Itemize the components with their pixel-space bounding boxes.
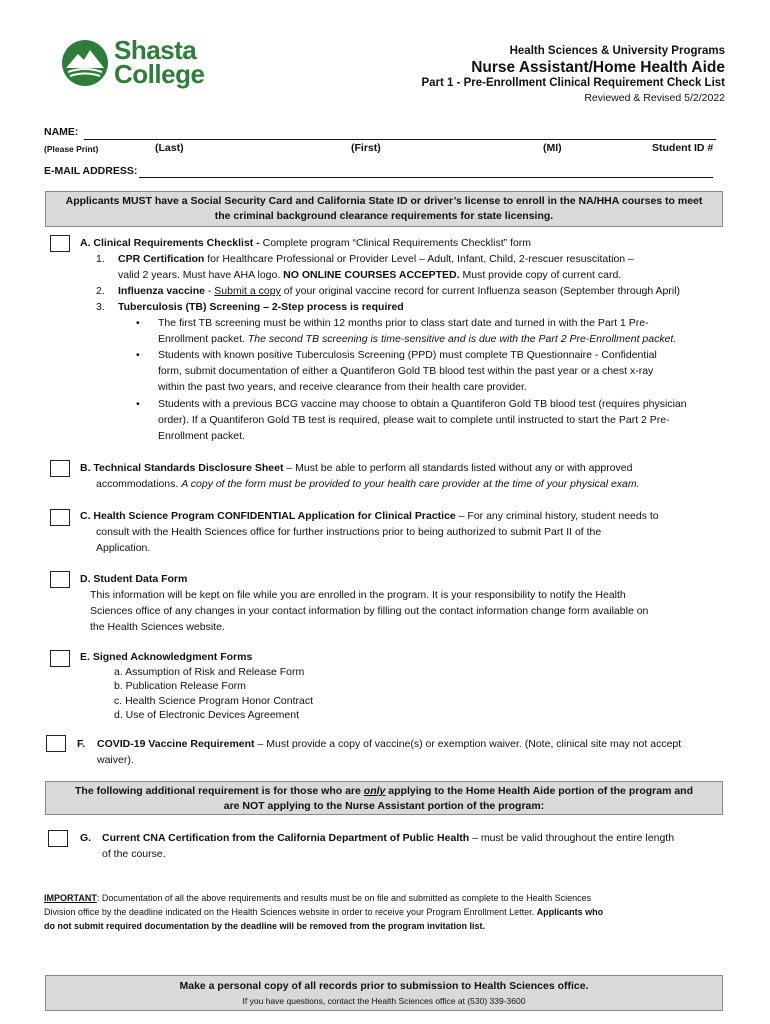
influenza-desc: of your original vaccine record for current Influenza season (September through April) [280, 285, 681, 297]
banner2-only: only [363, 785, 386, 797]
section-d-title: D. Student Data Form [80, 573, 188, 585]
tb-bullet-1 [158, 315, 733, 347]
name-field[interactable] [84, 139, 716, 140]
programs-heading: Health Sciences & University Programs [509, 45, 725, 57]
important-note [44, 891, 734, 933]
section-a-item-3 [96, 299, 404, 315]
section-b-italic-note: A copy of the form must be provided to your health care provider at the time of your physical exam. [181, 478, 640, 490]
tb-bullet-3-line-1: Students with a previous BCG vaccine may choose to obtain a Quantiferon Gold TB blood test (requires physician [158, 398, 687, 410]
section-c-desc: – For any criminal history, student needs to [455, 510, 659, 522]
section-g-desc-2: of the course. [102, 848, 166, 860]
section-f [77, 736, 737, 768]
section-c [80, 508, 740, 556]
email-field[interactable] [139, 177, 713, 178]
tb-bullet-3 [158, 396, 738, 444]
checkbox-section-d[interactable] [50, 571, 70, 588]
college-logo [60, 36, 220, 92]
tb-bullet-2-line-1: Students with known positive Tuberculosis Screening (PPD) must complete TB Questionnaire - Confidential [158, 349, 657, 361]
section-a-desc: Complete program “Clinical Requirements Checklist” form [259, 237, 532, 249]
no-online-courses: NO ONLINE COURSES ACCEPTED. [283, 269, 460, 281]
item-number: 1. [96, 253, 105, 265]
document-subtitle: Part 1 - Pre-Enrollment Clinical Requirement Check List [421, 77, 725, 89]
section-f-number: F. [77, 738, 86, 750]
middle-initial-label: (MI) [543, 142, 562, 154]
section-g-desc: – must be valid throughout the entire length [469, 832, 675, 844]
footer-contact-text: If you have questions, contact the Health Sciences office at (530) 339-3600 [242, 996, 526, 1006]
second-tb-note: The second TB screening is time-sensitive and is due with the Part 2 Pre-Enrollment packet. [247, 333, 677, 345]
section-e-item-c: c. Health Science Program Honor Contract [114, 694, 314, 707]
section-b-desc-2: accommodations. [96, 478, 182, 490]
checkbox-section-a[interactable] [50, 235, 70, 252]
checkbox-section-b[interactable] [50, 460, 70, 477]
section-f-title: COVID-19 Vaccine Requirement [97, 738, 255, 750]
section-a [80, 235, 740, 251]
section-e [80, 650, 680, 723]
student-id-label: Student ID # [652, 142, 714, 154]
banner2-text-1: The following additional requirement is for those who are [75, 785, 364, 797]
cpr-certification-label: CPR Certification [118, 253, 205, 265]
checkbox-section-g[interactable] [48, 830, 68, 847]
section-e-item-a: a. Assumption of Risk and Release Form [114, 665, 305, 678]
tb-bullet-3-line-2: order). If a Quantiferon Gold TB test is required, please wait to complete until instructed to start the Part 2 Pre- [158, 414, 670, 426]
section-c-desc-2: consult with the Health Sciences office for further instructions prior to being authorized to submit Part II of the [96, 526, 602, 538]
checkbox-section-e[interactable] [50, 650, 70, 667]
tb-bullet-2-line-2: form, submit documentation of either a Quantiferon Gold TB blood test within the past year or a chest x-ray [158, 365, 654, 377]
footer-box [45, 975, 723, 1011]
section-g-title: Current CNA Certification from the California Department of Public Health [102, 832, 470, 844]
tb-bullet-2-line-3: within the past two years, and receive clearance from their health care provider. [158, 381, 527, 393]
section-e-item-b: b. Publication Release Form [114, 680, 246, 692]
banner2-text-2: applying to the Home Health Aide portion of the program and [385, 785, 693, 797]
important-line-3: do not submit required documentation by the deadline will be removed from the program invitation list. [44, 921, 486, 931]
revised-date: Reviewed & Revised 5/2/2022 [584, 92, 725, 104]
section-d-desc-3: the Health Sciences website. [90, 621, 225, 633]
section-d [80, 571, 740, 635]
section-b-desc: – Must be able to perform all standards listed without any or with approved [283, 462, 633, 474]
tb-bullet-2 [158, 347, 733, 395]
name-label: NAME: [44, 126, 79, 138]
section-g [80, 830, 740, 862]
first-name-label: (First) [351, 142, 381, 154]
please-print-label: (Please Print) [44, 144, 99, 154]
section-a-title: A. Clinical Requirements Checklist - [80, 237, 260, 249]
logo-text-shasta: Shasta [114, 35, 197, 65]
checkbox-section-f[interactable] [46, 735, 66, 752]
hha-only-banner [45, 781, 723, 815]
section-e-title: E. Signed Acknowledgment Forms [80, 651, 253, 663]
section-a-item-1 [96, 251, 736, 267]
submit-copy-text: Submit a copy [214, 285, 281, 297]
section-b [80, 460, 740, 492]
email-label: E-MAIL ADDRESS: [44, 165, 138, 177]
item-number: 3. [96, 301, 105, 313]
requirement-banner [45, 191, 723, 227]
important-label: IMPORTANT [44, 893, 97, 903]
footer-main-text: Make a personal copy of all records prior to submission to Health Sciences office. [179, 980, 589, 992]
dash: - [204, 285, 215, 297]
cpr-desc-2: valid 2 years. Must have AHA logo. [118, 269, 284, 281]
section-e-item-d: d. Use of Electronic Devices Agreement [114, 709, 300, 721]
tb-bullet-3-line-3: Enrollment packet. [158, 430, 245, 442]
logo-text-college: College [114, 59, 205, 89]
important-line-2: Division office by the deadline indicated on the Health Sciences website in order to receive your Program Enrollment Letter. [44, 907, 537, 917]
cpr-desc-3: Must provide copy of current card. [459, 269, 622, 281]
section-a-item-2 [96, 283, 681, 299]
influenza-label: Influenza vaccine [118, 285, 205, 297]
last-name-label: (Last) [155, 142, 184, 154]
section-d-desc-1: This information will be kept on file while you are enrolled in the program. It is your responsibility to notify the Health [90, 589, 626, 601]
section-f-desc: – Must provide a copy of vaccine(s) or exemption waiver. (Note, clinical site may not accept [254, 738, 682, 750]
shasta-mountain-logo-icon [60, 38, 110, 88]
section-f-desc-2: waiver). [97, 754, 134, 766]
section-d-desc-2: Sciences office of any changes in your contact information by filling out the contact information change form available on [90, 605, 649, 617]
banner2-line-2: are NOT applying to the Nurse Assistant portion of the program: [223, 800, 545, 812]
section-g-number: G. [80, 832, 92, 844]
document-title: Nurse Assistant/Home Health Aide [471, 59, 725, 76]
tb-bullet-1-line-1: The first TB screening must be within 12 months prior to class start date and turned in with the Part 1 Pre- [158, 317, 649, 329]
section-c-title: C. Health Science Program CONFIDENTIAL Application for Clinical Practice [80, 510, 456, 522]
section-b-title: B. Technical Standards Disclosure Sheet [80, 462, 284, 474]
banner-line-1: Applicants MUST have a Social Security Card and California State ID or driver’s license to enroll in the NA/HHA courses to meet [65, 195, 703, 207]
important-line-1: : Documentation of all the above requirements and results must be on file and submitted as complete to the Health Sciences [96, 893, 592, 903]
cpr-desc: for Healthcare Professional or Provider Level – Adult, Infant, Child, 2-rescuer resuscitation – [204, 253, 634, 265]
tb-bullet-1-line-2: Enrollment packet. [158, 333, 248, 345]
checkbox-section-c[interactable] [50, 509, 70, 526]
section-a-item-1-line-2 [118, 267, 621, 283]
important-bold-2: Applicants who [536, 907, 604, 917]
banner-line-2: the criminal background clearance requirements for state licensing. [214, 210, 554, 222]
section-c-desc-3: Application. [96, 542, 151, 554]
tb-screening-label: Tuberculosis (TB) Screening – 2-Step process is required [118, 301, 404, 313]
item-number: 2. [96, 285, 105, 297]
